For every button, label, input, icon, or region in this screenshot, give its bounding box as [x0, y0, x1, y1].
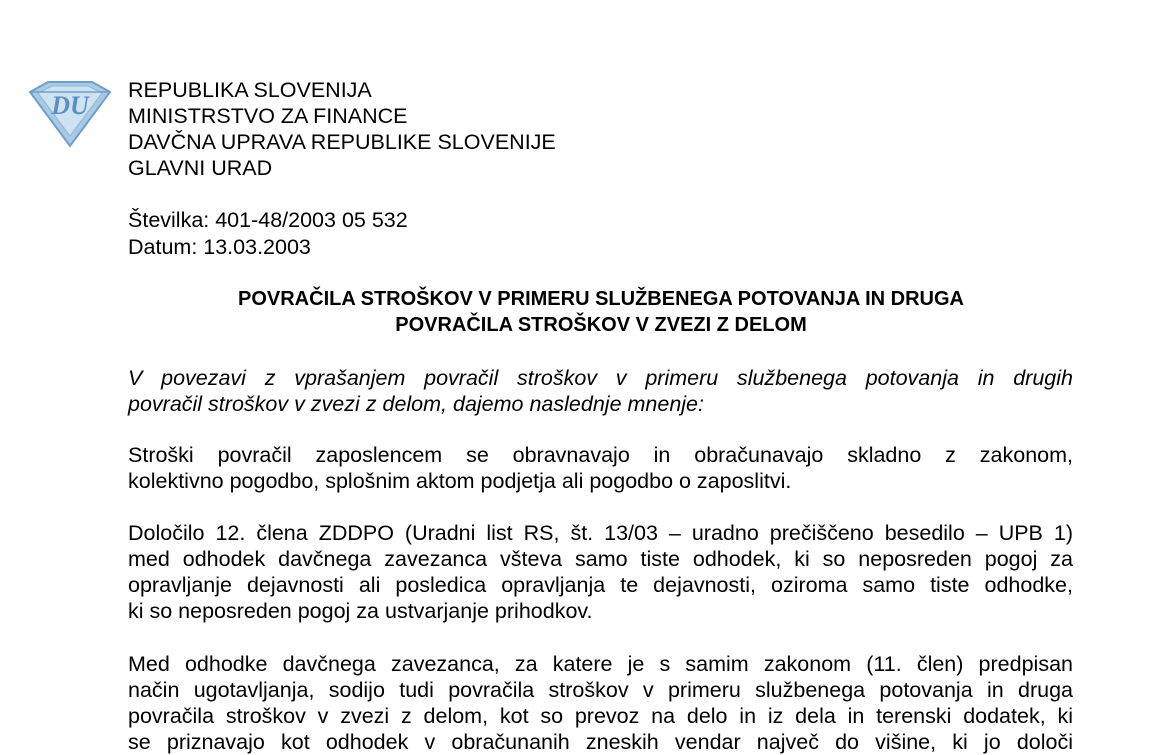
paragraph-line: način ugotavljanja, sodijo tudi povračila stroškov v primeru službenega potovanja in druga: [128, 678, 1073, 702]
header-line-republic: REPUBLIKA SLOVENIJA: [128, 78, 372, 102]
paragraph-line: V povezavi z vprašanjem povračil stroškov v primeru službenega potovanja in drugih: [128, 366, 1073, 390]
body-paragraph: [128, 651, 1073, 755]
paragraph-line: kolektivno pogodbo, splošnim aktom podjetja ali pogodbo o zaposlitvi.: [128, 469, 792, 493]
letterhead: [128, 77, 556, 181]
document-date: Datum: 13.03.2003: [128, 234, 311, 259]
paragraph-line: Med odhodke davčnega zavezanca, za katere je s samim zakonom (11. člen) predpisan: [128, 652, 1073, 676]
paragraph-line: Stroški povračil zaposlencem se obravnavajo in obračunavajo skladno z zakonom,: [128, 443, 1073, 467]
tax-administration-logo: [26, 78, 114, 150]
paragraph-line: opravljanje dejavnosti ali posledica opravljanja te dejavnosti, oziroma samo tiste odhodke,: [128, 573, 1073, 597]
header-line-main-office: GLAVNI URAD: [128, 156, 273, 180]
paragraph-line: povračila stroškov v zvezi z delom, kot so prevoz na delo in iz dela in terenski dodatek, ki: [128, 704, 1073, 728]
body-paragraph: [128, 442, 1073, 494]
document-reference: [128, 207, 408, 260]
intro-paragraph: [128, 365, 1073, 417]
header-line-ministry: MINISTRSTVO ZA FINANCE: [128, 104, 408, 128]
document-number: Številka: 401-48/2003 05 532: [128, 208, 408, 232]
title-line-2: POVRAČILA STROŠKOV V ZVEZI Z DELOM: [395, 314, 807, 336]
header-line-tax-administration: DAVČNA UPRAVA REPUBLIKE SLOVENIJE: [128, 130, 556, 154]
title-line-1: POVRAČILA STROŠKOV V PRIMERU SLUŽBENEGA POTOVANJA IN DRUGA: [238, 288, 964, 310]
body-paragraph: [128, 520, 1073, 624]
document-title: [128, 286, 1074, 338]
paragraph-line: povračil stroškov v zvezi z delom, dajemo naslednje mnenje:: [128, 392, 704, 416]
svg-text:DU: DU: [51, 91, 89, 120]
paragraph-line: se priznavajo kot odhodek v obračunanih zneskih vendar največ do višine, ki jo določi: [128, 730, 1073, 754]
paragraph-line: ki so neposreden pogoj za ustvarjanje prihodkov.: [128, 599, 593, 623]
paragraph-line: Določilo 12. člena ZDDPO (Uradni list RS, št. 13/03 – uradno prečiščeno besedilo – UPB 1): [128, 521, 1073, 545]
paragraph-line: med odhodek davčnega zavezanca všteva samo tiste odhodek, ki so neposreden pogoj za: [128, 547, 1073, 571]
